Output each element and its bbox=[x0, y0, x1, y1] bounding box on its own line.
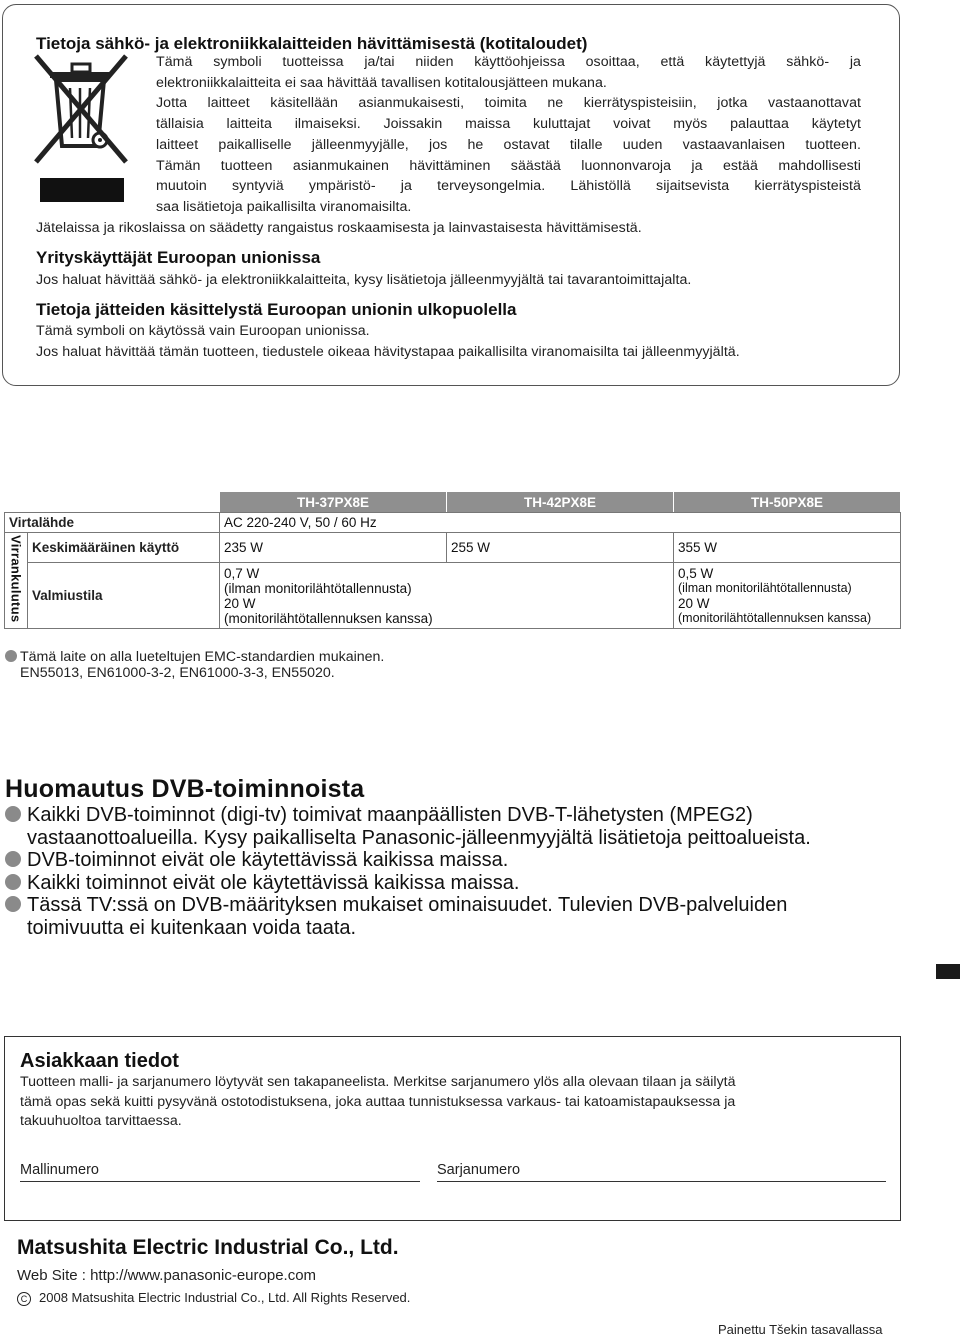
average-use-label: Keskimääräinen käyttö bbox=[28, 533, 220, 563]
standby-label: Valmiustila bbox=[28, 563, 220, 629]
emc-line: Tämä laite on alla lueteltujen EMC-standardien mukainen. bbox=[20, 649, 385, 665]
dvb-note-text: toimivuutta ei kuitenkaan voida taata. bbox=[27, 916, 357, 939]
power-consumption-text: Virrankulutus bbox=[8, 535, 24, 623]
dvb-note-text: Kaikki toiminnot eivät ole käytettävissä kaikissa maissa. bbox=[27, 871, 520, 894]
copyright-icon: C bbox=[17, 1292, 31, 1306]
business-text: Jos haluat hävittää sähkö- ja elektroniikkalaitteita, kysy lisätietoja jälleenmyyjältä tai tavarantoimittajalta. bbox=[36, 272, 692, 288]
customer-line: takuuhuoltoa tarvittaessa. bbox=[20, 1113, 182, 1130]
dvb-title: Huomautus DVB-toiminnoista bbox=[5, 775, 365, 803]
model-header: TH-37PX8E bbox=[220, 492, 447, 513]
weee-line: Tämä symboli tuotteissa ja/tai niiden käyttöohjeissa osoittaa, että käytettyjä sähkö- ja bbox=[156, 54, 861, 70]
standby-value bbox=[220, 563, 674, 629]
standby-line: (ilman monitorilähtötallennusta) bbox=[224, 580, 412, 596]
weee-penalty-text: Jätelaissa ja rikoslaissa on säädetty rangaistus roskaamisesta ja lainvastaisesta hävittämisestä. bbox=[36, 220, 642, 236]
outside-eu-line: Tämä symboli on käytössä vain Euroopan unionissa. bbox=[36, 323, 370, 339]
average-use-value: 255 W bbox=[447, 533, 674, 563]
model-header: TH-42PX8E bbox=[447, 492, 674, 513]
table-header-row bbox=[5, 492, 901, 513]
bullet-icon bbox=[5, 874, 21, 890]
standby-line: 20 W bbox=[224, 595, 256, 611]
dvb-note-text: Kaikki DVB-toiminnot (digi-tv) toimivat maanpäällisten DVB-T-lähetysten (MPEG2) bbox=[27, 804, 753, 826]
dvb-note-text: vastaanottoalueilla. Kysy paikalliselta Panasonic-jälleenmyyjältä lisätietoja peittoalueista. bbox=[27, 826, 811, 849]
customer-line: Tuotteen malli- ja sarjanumero löytyvät sen takapaneelista. Merkitse sarjanumero ylös alla olevaan tilaan ja säilytä bbox=[20, 1074, 736, 1090]
standby-line: (ilman monitorilähtötallennusta) bbox=[678, 580, 852, 595]
customer-text bbox=[20, 1073, 886, 1132]
crossed-out-wheelie-bin-icon bbox=[30, 50, 134, 202]
table-blank-cell bbox=[5, 492, 220, 513]
outside-eu-title: Tietoja jätteiden käsittelystä Euroopan unionin ulkopuolella bbox=[36, 300, 517, 319]
table-row bbox=[5, 533, 901, 563]
weee-line: tällaisia laitteita ilmaiseksi. Joissakin maissa kuluttajat voivat myös palauttaa käytetyt bbox=[156, 116, 861, 133]
weee-line: muutoin syntyviä ympäristö- ja terveysongelmia. Lähistöllä sijaitsevista kierrätyspisteistä bbox=[156, 178, 861, 195]
serial-number-field[interactable] bbox=[437, 1162, 886, 1182]
power-consumption-label bbox=[5, 533, 28, 629]
company-name: Matsushita Electric Industrial Co., Ltd. bbox=[17, 1236, 399, 1259]
dvb-note-text: DVB-toiminnot eivät ole käytettävissä kaikissa maissa. bbox=[27, 849, 509, 872]
table-row bbox=[5, 563, 901, 629]
serial-number-label: Sarjanumero bbox=[437, 1162, 521, 1178]
power-source-value: AC 220-240 V, 50 / 60 Hz bbox=[220, 513, 901, 533]
weee-paragraph bbox=[156, 52, 861, 218]
weee-line: laitteet paikalliselle jälleenmyyjälle, jos he ostavat tilalle uuden vastaavanlaisen tuotteen. bbox=[156, 136, 861, 153]
copyright-notice bbox=[17, 1290, 410, 1306]
weee-line: saa lisätietoja paikallisilta viranomaisilta. bbox=[156, 198, 412, 215]
outside-eu-line: Jos haluat hävittää tämän tuotteen, tiedustele oikeaa hävitystapaa paikallisilta viranomaisilta tai jälleenmyyjältä. bbox=[36, 344, 740, 360]
bullet-icon bbox=[5, 851, 21, 867]
standby-line: (monitorilähtötallennuksen kanssa) bbox=[224, 610, 433, 626]
model-number-field[interactable] bbox=[20, 1162, 420, 1182]
dvb-note-text: Tässä TV:ssä on DVB-määrityksen mukaiset ominaisuudet. Tulevien DVB-palveluiden bbox=[27, 894, 788, 917]
spec-table bbox=[4, 491, 901, 629]
standby-value bbox=[674, 563, 901, 629]
weee-line: Tämän tuotteen asianmukainen hävittäminen säästää luonnonvaroja ja estää mahdollisesti bbox=[156, 157, 861, 174]
model-header: TH-50PX8E bbox=[674, 492, 901, 513]
average-use-value: 355 W bbox=[674, 533, 901, 563]
weee-title: Tietoja sähkö- ja elektroniikkalaitteiden hävittämisestä (kotitaloudet) bbox=[36, 34, 588, 53]
standby-line: 0,5 W bbox=[678, 565, 714, 581]
emc-line: EN55013, EN61000-3-2, EN61000-3-3, EN55020. bbox=[20, 665, 335, 681]
copyright-text: 2008 Matsushita Electric Industrial Co., Ltd. All Rights Reserved. bbox=[39, 1290, 411, 1305]
power-source-label: Virtalähde bbox=[5, 513, 220, 533]
customer-line: tämä opas sekä kuitti pysyvänä ostotodistuksena, joka auttaa tunnistuksessa varkaus- tai katoamistapauksessa ja bbox=[20, 1093, 736, 1110]
bullet-icon bbox=[5, 896, 21, 912]
customer-title: Asiakkaan tiedot bbox=[20, 1050, 179, 1072]
business-title: Yrityskäyttäjät Euroopan unionissa bbox=[36, 248, 321, 267]
bullet-icon bbox=[5, 650, 17, 662]
standby-line: 0,7 W bbox=[224, 565, 260, 581]
table-row bbox=[5, 513, 901, 533]
bullet-icon bbox=[5, 806, 21, 822]
average-use-value: 235 W bbox=[220, 533, 447, 563]
page-side-tab bbox=[936, 964, 960, 979]
standby-line: 20 W bbox=[678, 595, 710, 611]
weee-line: elektroniikkalaitteita ei saa hävittää tavallisen kotitalousjätteen mukana. bbox=[156, 74, 607, 91]
model-number-label: Mallinumero bbox=[20, 1162, 99, 1178]
dvb-notes bbox=[5, 804, 905, 940]
printed-in-text: Painettu Tšekin tasavallassa bbox=[718, 1322, 883, 1337]
weee-line: Jotta laitteet käsitellään asianmukaisesti, toimita ne kierrätyspisteisiin, jotka vastaanottavat bbox=[156, 95, 861, 112]
standby-line: (monitorilähtötallennuksen kanssa) bbox=[678, 610, 872, 625]
emc-note bbox=[5, 649, 384, 681]
website-link[interactable]: Web Site : http://www.panasonic-europe.com bbox=[17, 1267, 317, 1284]
